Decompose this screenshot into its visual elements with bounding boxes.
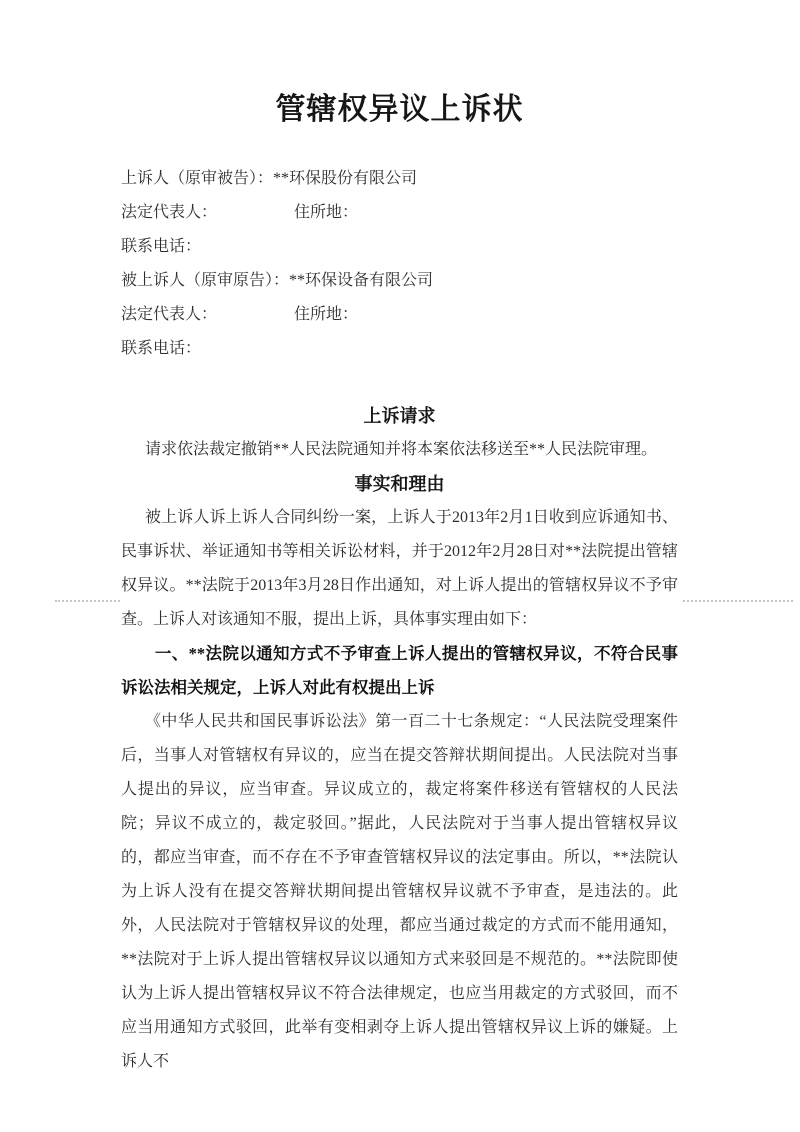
party-line-phone-2: [121, 332, 678, 366]
party-line-appellant: [121, 162, 678, 196]
phone-label: 联系电话：: [121, 238, 202, 255]
section-heading-facts-and-reasons: 事实和理由: [354, 474, 445, 494]
residence-label: 住所地：: [294, 306, 359, 323]
point-one-heading: 一、**法院以通知方式不予审查上诉人提出的管辖权异议，不符合民事诉讼法相关规定，上诉人对此有权提出上诉: [121, 644, 678, 697]
party-line-legal-rep-2: [121, 298, 678, 332]
document-title: 管辖权异议上诉状: [275, 93, 524, 126]
section-heading-appeal-request: 上诉请求: [363, 406, 436, 426]
party-line-legal-rep-1: [121, 196, 678, 230]
legal-rep-label: 法定代表人：: [121, 306, 218, 323]
phone-label: 联系电话：: [121, 340, 202, 357]
appellant-label: 上诉人（原审被告）：**环保股份有限公司: [121, 170, 418, 187]
legal-rep-label: 法定代表人：: [121, 204, 218, 221]
appeal-request-paragraph: 请求依法裁定撤销**人民法院通知并将本案依法移送至**人民法院审理。: [145, 441, 658, 458]
facts-intro-paragraph: 被上诉人诉上诉人合同纠纷一案，上诉人于2013年2月1日收到应诉通知书、民事诉状、举证通知书等相关诉讼材料，并于2012年2月28日对**法院提出管辖权异议。**法院于2013年3月28日作出通知，对上诉人提出的管辖权异议不予审查。上诉人对该通知不服，提出上诉，具体事实理由如下：: [121, 509, 678, 628]
appellee-label: 被上诉人（原审原告）：**环保设备有限公司: [121, 272, 434, 289]
page-break-dotted-line-right: [683, 600, 793, 602]
point-one-body-paragraph: 《中华人民共和国民事诉讼法》第一百二十七条规定：“人民法院受理案件后，当事人对管辖权有异议的，应当在提交答辩状期间提出。人民法院对当事人提出的异议，应当审查。异议成立的，裁定将案件移送有管辖权的人民法院；异议不成立的，裁定驳回。”据此，人民法院对于当事人提出管辖权异议的，都应当审查，而不存在不予审查管辖权异议的法定事由。所以，**法院认为上诉人没有在提交答辩状期间提出管辖权异议就不予审查，是违法的。此外，人民法院对于管辖权异议的处理，都应当通过裁定的方式而不能用通知，**法院对于上诉人提出管辖权异议以通知方式来驳回是不规范的。**法院即使认为上诉人提出管辖权异议不符合法律规定，也应当用裁定的方式驳回，而不应当用通知方式驳回，此举有变相剥夺上诉人提出管辖权异议上诉的嫌疑。上诉人不: [121, 713, 678, 1070]
party-info-block: [121, 162, 678, 366]
party-line-phone-1: [121, 230, 678, 264]
party-line-appellee: [121, 264, 678, 298]
page-break-dotted-line-left: [55, 600, 120, 602]
residence-label: 住所地：: [294, 204, 359, 221]
